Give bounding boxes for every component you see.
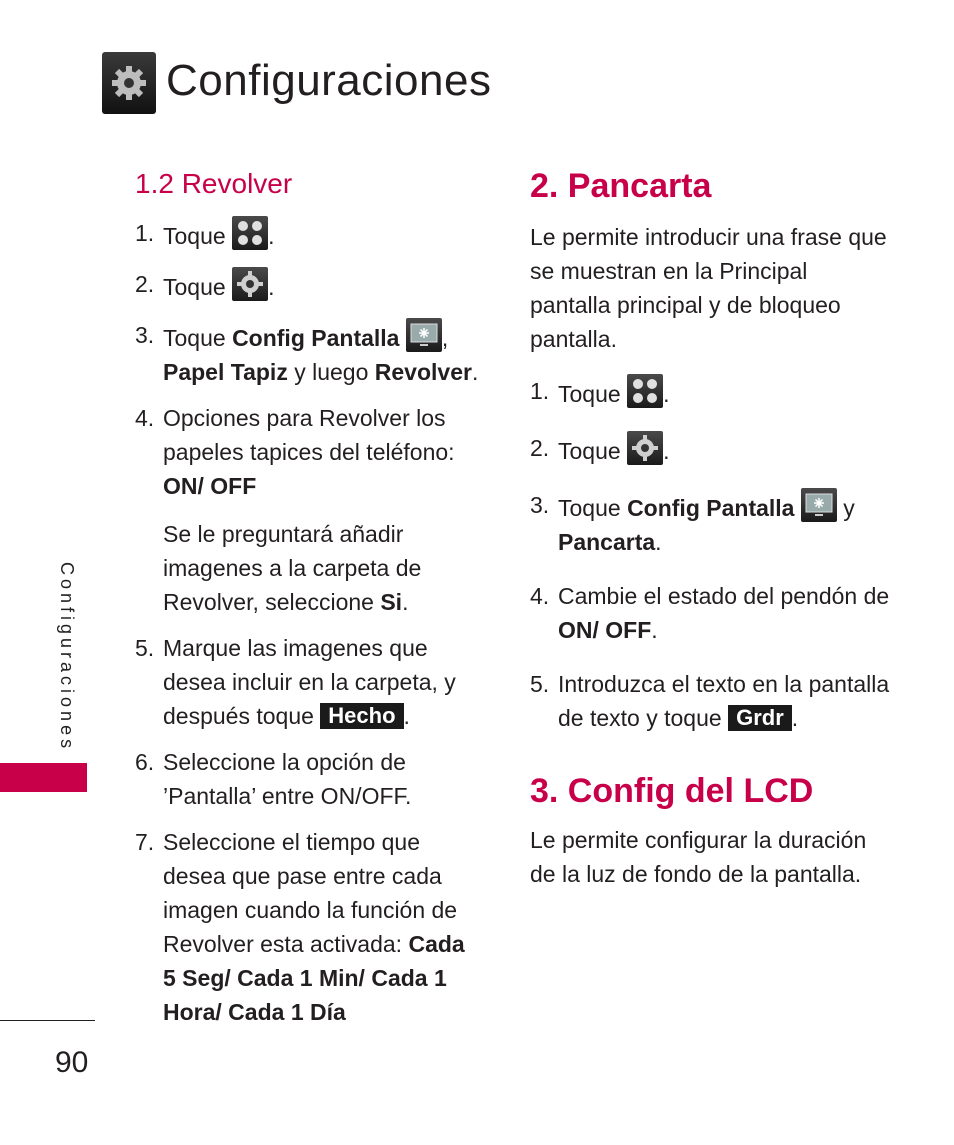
side-tab-marker bbox=[0, 763, 87, 792]
list-item: 2. Toque . bbox=[530, 431, 890, 468]
list-item: 5. Introduzca el texto en la pantalla de texto y toque Grdr . bbox=[530, 671, 890, 731]
list-item: 6. Seleccione la opción de ’Pantalla’ entre ON/OFF. bbox=[135, 749, 412, 809]
left-column bbox=[135, 166, 480, 1029]
gear-icon bbox=[627, 431, 663, 465]
pancarta-intro: Le permite introducir una frase que se muestran en la Principal pantalla principal y de bloqueo pantalla. bbox=[530, 224, 887, 352]
section-heading-revolver: 1.2 Revolver bbox=[135, 168, 293, 199]
section-heading-lcd: 3. Config del LCD bbox=[530, 772, 814, 810]
pancarta-steps bbox=[530, 374, 890, 735]
section-heading-pancarta: 2. Pancarta bbox=[530, 167, 712, 205]
footer-rule bbox=[0, 1020, 95, 1021]
side-tab-label: Configuraciones bbox=[57, 562, 77, 753]
list-item: 4. Cambie el estado del pendón de ON/ OFF. bbox=[530, 583, 890, 643]
page-title: Configuraciones bbox=[166, 56, 492, 105]
list-item: 2. Toque . bbox=[135, 267, 480, 304]
display-icon bbox=[406, 318, 442, 352]
list-item: 1. Toque . bbox=[135, 216, 480, 253]
list-item: 5. Marque las imagenes que desea incluir en la carpeta, y después toque Hecho . bbox=[135, 635, 456, 729]
menu-grid-icon bbox=[232, 216, 268, 250]
header-gear-icon bbox=[102, 52, 156, 114]
grdr-key: Grdr bbox=[728, 705, 792, 731]
list-item: 3. Toque Config Pantalla y Pancarta. bbox=[530, 488, 890, 559]
list-item: 4. Opciones para Revolver los papeles tapices del teléfono: ON/ OFF Se le preguntará añadir imagenes a la carpeta de Revolver, seleccione Si. bbox=[135, 405, 455, 615]
page-number: 90 bbox=[55, 1046, 89, 1079]
revolver-steps bbox=[135, 216, 480, 1029]
list-item: 7. Seleccione el tiempo que desea que pase entre cada imagen cuando la función de Revolver esta activada: Cada 5 Seg/ Cada 1 Min/ Cada 1 Hora/ Cada 1 Día bbox=[135, 829, 465, 1025]
list-item: 3. Toque Config Pantalla , Papel Tapiz y luego Revolver. bbox=[135, 318, 480, 389]
menu-grid-icon bbox=[627, 374, 663, 408]
hecho-key: Hecho bbox=[320, 703, 403, 729]
display-icon bbox=[801, 488, 837, 522]
list-item: 1. Toque . bbox=[530, 374, 890, 411]
lcd-intro: Le permite configurar la duración de la luz de fondo de la pantalla. bbox=[530, 827, 867, 887]
gear-icon bbox=[232, 267, 268, 301]
right-column bbox=[530, 166, 890, 891]
